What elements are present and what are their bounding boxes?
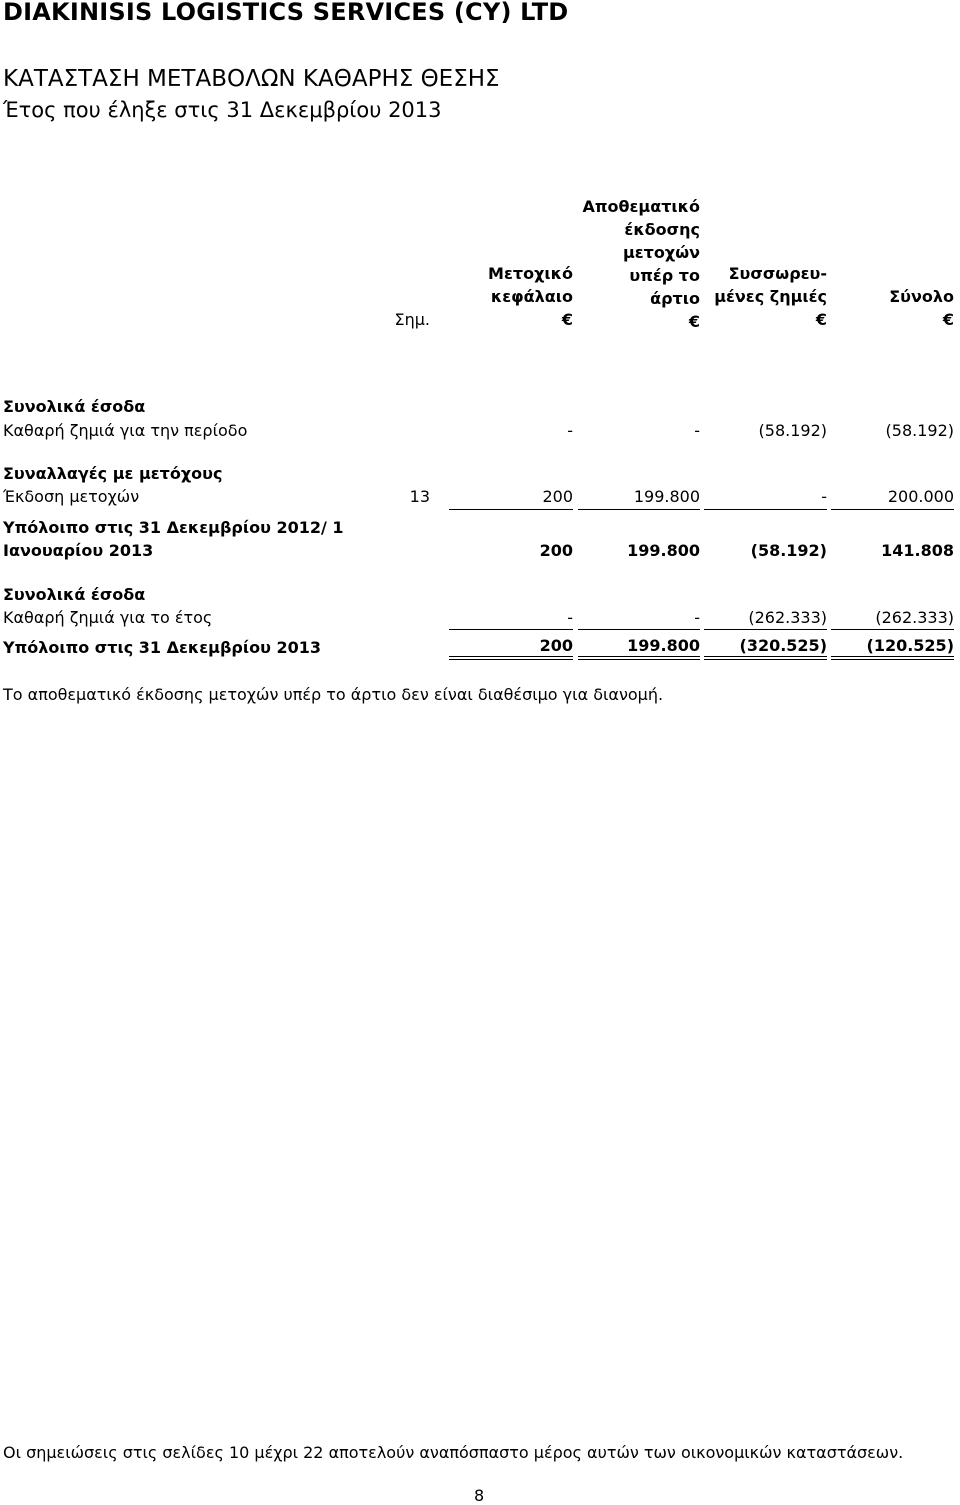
cell-share-premium: 199.800 xyxy=(627,636,700,655)
statement-title: ΚΑΤΑΣΤΑΣΗ ΜΕΤΑΒΟΛΩΝ ΚΑΘΑΡΗΣ ΘΕΣΗΣ xyxy=(3,66,500,92)
col-share-premium-line: έκδοσης xyxy=(624,220,700,239)
underline xyxy=(831,629,954,630)
col-note-label: Σημ. xyxy=(394,310,430,329)
cell-accumulated-losses: (262.333) xyxy=(748,608,827,627)
cell-total: (58.192) xyxy=(885,421,954,440)
col-accumulated-losses-header xyxy=(714,262,827,331)
currency-symbol: € xyxy=(561,310,573,329)
double-underline xyxy=(449,656,573,657)
row-label: Καθαρή ζημιά για το έτος xyxy=(3,608,213,627)
cell-share-capital: 200 xyxy=(539,541,573,560)
page-number: 8 xyxy=(474,1486,485,1505)
section-heading: Συνολικά έσοδα xyxy=(3,585,146,604)
col-share-premium-line: Αποθεματικό xyxy=(582,197,700,216)
col-note-header xyxy=(394,308,430,331)
cell-share-premium: - xyxy=(694,608,700,627)
row-label: Καθαρή ζημιά για την περίοδο xyxy=(3,421,248,440)
col-accumulated-losses-line: Συσσωρευ- xyxy=(728,264,827,283)
underline xyxy=(578,509,700,510)
cell-share-premium: - xyxy=(694,421,700,440)
currency-symbol: € xyxy=(815,310,827,329)
underline xyxy=(578,629,700,630)
cell-accumulated-losses: (320.525) xyxy=(739,636,827,655)
cell-share-premium: 199.800 xyxy=(633,487,700,506)
col-total-header xyxy=(889,285,954,331)
underline xyxy=(704,509,827,510)
cell-share-capital: 200 xyxy=(542,487,573,506)
col-total-line: Σύνολο xyxy=(889,287,954,306)
cell-accumulated-losses: (58.192) xyxy=(750,541,827,560)
currency-symbol: € xyxy=(688,312,700,331)
double-underline xyxy=(704,656,827,657)
cell-total: (120.525) xyxy=(866,636,954,655)
col-share-premium-line: άρτιο xyxy=(650,289,700,308)
cell-share-capital: - xyxy=(567,608,573,627)
cell-total: 200.000 xyxy=(887,487,954,506)
col-accumulated-losses-line: μένες ζημιές xyxy=(714,287,827,306)
double-underline xyxy=(831,659,954,660)
double-underline xyxy=(578,656,700,657)
row-label: Υπόλοιπο στις 31 Δεκεμβρίου 2013 xyxy=(3,638,321,657)
double-underline xyxy=(578,659,700,660)
underline xyxy=(704,629,827,630)
double-underline xyxy=(449,659,573,660)
row-label: Ιανουαρίου 2013 xyxy=(3,541,154,560)
underline xyxy=(449,629,573,630)
cell-share-capital: 200 xyxy=(539,636,573,655)
col-share-capital-line: κεφάλαιο xyxy=(490,287,573,306)
col-share-capital-header xyxy=(488,262,573,331)
cell-total: 141.808 xyxy=(881,541,954,560)
double-underline xyxy=(704,659,827,660)
currency-symbol: € xyxy=(942,310,954,329)
cell-accumulated-losses: - xyxy=(821,487,827,506)
col-share-premium-header xyxy=(583,195,701,333)
underline xyxy=(449,509,573,510)
row-label: Υπόλοιπο στις 31 Δεκεμβρίου 2012/ 1 xyxy=(3,518,344,537)
footer-note: Οι σημειώσεις στις σελίδες 10 μέχρι 22 αποτελούν αναπόσπαστο μέρος αυτών των οικονομικών καταστάσεων. xyxy=(3,1443,904,1462)
col-share-premium-line: μετοχών xyxy=(622,243,700,262)
col-share-capital-line: Μετοχικό xyxy=(488,264,573,283)
premium-note: Το αποθεματικό έκδοσης μετοχών υπέρ το άρτιο δεν είναι διαθέσιμο για διανομή. xyxy=(3,685,664,704)
cell-accumulated-losses: (58.192) xyxy=(758,421,827,440)
double-underline xyxy=(831,656,954,657)
section-heading: Συναλλαγές με μετόχους xyxy=(3,464,223,483)
cell-share-capital: - xyxy=(567,421,573,440)
row-label: Έκδοση μετοχών xyxy=(3,487,140,506)
cell-share-premium: 199.800 xyxy=(627,541,700,560)
section-heading: Συνολικά έσοδα xyxy=(3,397,146,416)
col-share-premium-line: υπέρ το xyxy=(629,266,700,285)
statement-period: Έτος που έληξε στις 31 Δεκεμβρίου 2013 xyxy=(3,98,442,122)
underline xyxy=(831,509,954,510)
cell-total: (262.333) xyxy=(875,608,954,627)
cell-note: 13 xyxy=(409,487,430,506)
company-name: DIAKINISIS LOGISTICS SERVICES (CY) LTD xyxy=(3,0,569,26)
